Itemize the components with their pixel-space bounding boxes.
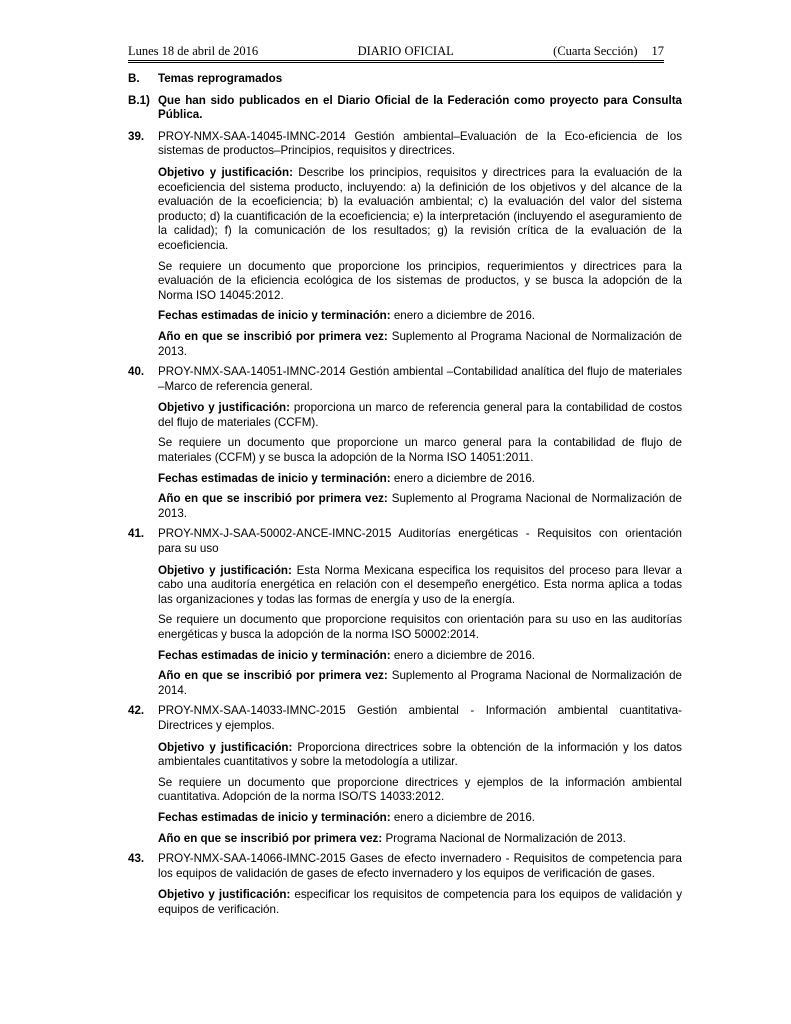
item-objective xyxy=(158,741,682,770)
subsection-heading xyxy=(128,94,682,123)
page-header xyxy=(128,44,664,59)
item-heading xyxy=(128,130,682,159)
item-requirement: Se requiere un documento que proporcione directrices y ejemplos de la información ambiental cuantitativa. Adopción de la norma ISO/TS 14033:2012. xyxy=(158,775,682,804)
header-rule-bottom xyxy=(128,62,664,63)
item-dates xyxy=(158,472,682,487)
item-heading xyxy=(128,527,682,556)
objective-text: Describe los principios, requisitos y directrices para la evaluación de la ecoeficiencia del sistema producto, incluyendo: a) la definición de los objetivos y del alcance de la evaluación de la ecoeficiencia; b) la evaluación ambiental; c) la evaluación del valor del sistema producto; d) la cuantificación de la ecoeficiencia; e) la interpretación (incluyendo el aseguramiento de la calidad); f) la comunicación de los resultados; g) la revisión crítica de la evaluación de la ecoeficiencia. xyxy=(158,165,682,252)
item-title: PROY-NMX-SAA-14045-IMNC-2014 Gestión ambiental–Evaluación de la Eco-eficiencia de los sistemas de productos–Principios, requisitos y directrices. xyxy=(158,129,682,158)
year-text: Suplemento al Programa Nacional de Normalización de 2013. xyxy=(158,492,682,520)
item-dates xyxy=(158,309,682,324)
subsection-title: Que han sido publicados en el Diario Oficial de la Federación como proyecto para Consulta Pública. xyxy=(158,93,682,122)
year-label: Año en que se inscribió por primera vez: xyxy=(158,329,388,343)
objective-label: Objetivo y justificación: xyxy=(158,563,292,577)
list-item xyxy=(128,130,682,359)
item-dates xyxy=(158,811,682,826)
item-title: PROY-NMX-SAA-14051-IMNC-2014 Gestión ambiental –Contabilidad analítica del flujo de materiales –Marco de referencia general. xyxy=(158,365,682,393)
item-heading xyxy=(128,852,682,881)
list-item xyxy=(128,704,682,846)
item-number: 39. xyxy=(128,129,145,143)
header-title: DIARIO OFICIAL xyxy=(357,44,454,58)
header-rule-top xyxy=(128,60,664,61)
section-title: Temas reprogramados xyxy=(158,72,283,85)
item-objective xyxy=(158,401,682,430)
item-year xyxy=(158,832,682,847)
item-title: PROY-NMX-SAA-14066-IMNC-2015 Gases de efecto invernadero - Requisitos de competencia para los equipos de validación de gases de efecto invernadero y los equipos de verificación de gases. xyxy=(158,852,682,880)
year-label: Año en que se inscribió por primera vez: xyxy=(158,831,383,845)
objective-label: Objetivo y justificación: xyxy=(158,888,291,902)
item-year xyxy=(158,330,682,359)
item-requirement: Se requiere un documento que proporcione requisitos con orientación para su uso en las auditorías energéticas y busca la adopción de la norma ISO 50002:2014. xyxy=(158,613,682,641)
item-title: PROY-NMX-J-SAA-50002-ANCE-IMNC-2015 Auditorías energéticas - Requisitos con orientación para su uso xyxy=(158,527,682,556)
item-requirement: Se requiere un documento que proporcione los principios, requerimientos y directrices para la evaluación de la eficiencia ecológica de los sistemas de productos, y se busca la adopción de la Norma ISO 14045:2012. xyxy=(158,259,682,302)
dates-text: enero a diciembre de 2016. xyxy=(393,309,535,323)
item-year xyxy=(158,492,682,521)
dates-label: Fechas estimadas de inicio y terminación: xyxy=(158,810,391,824)
item-year xyxy=(158,669,682,698)
objective-text: Esta Norma Mexicana especifica los requisitos del proceso para llevar a cabo una auditoría energética en relación con el desempeño energético. Esta norma aplica a todas las organizaciones y todas las formas de energía y uso de la energía. xyxy=(158,563,682,606)
item-number: 41. xyxy=(128,527,145,541)
subsection-number: B.1) xyxy=(128,93,150,107)
item-requirement: Se requiere un documento que proporcione un marco general para la contabilidad de flujo de materiales (CCFM) y se busca la adopción de la Norma ISO 14051:2011. xyxy=(158,436,682,465)
header-page-number: 17 xyxy=(651,44,664,58)
header-date: Lunes 18 de abril de 2016 xyxy=(128,44,259,58)
item-number: 42. xyxy=(128,704,145,718)
section-number: B. xyxy=(128,72,140,85)
header-right xyxy=(553,44,664,59)
section-heading xyxy=(128,72,682,87)
dates-text: enero a diciembre de 2016. xyxy=(393,648,535,662)
list-item xyxy=(128,852,682,917)
item-dates xyxy=(158,649,682,664)
dates-text: enero a diciembre de 2016. xyxy=(393,810,535,824)
year-text: Suplemento al Programa Nacional de Normalización de 2013. xyxy=(158,329,682,358)
item-objective xyxy=(158,888,682,917)
dates-text: enero a diciembre de 2016. xyxy=(393,471,535,485)
year-label: Año en que se inscribió por primera vez: xyxy=(158,669,388,683)
item-heading xyxy=(128,704,682,733)
objective-text: especificar los requisitos de competencia para los equipos de validación y equipos de verificación. xyxy=(158,888,682,916)
item-title: PROY-NMX-SAA-14033-IMNC-2015 Gestión ambiental - Información ambiental cuantitativa-Directrices y ejemplos. xyxy=(158,704,682,732)
objective-label: Objetivo y justificación: xyxy=(158,740,293,754)
dates-label: Fechas estimadas de inicio y terminación: xyxy=(158,309,391,323)
document-body xyxy=(128,72,682,924)
dates-label: Fechas estimadas de inicio y terminación: xyxy=(158,471,391,485)
item-number: 40. xyxy=(128,365,145,379)
item-heading xyxy=(128,365,682,394)
year-text: Suplemento al Programa Nacional de Normalización de 2014. xyxy=(158,669,682,697)
dates-label: Fechas estimadas de inicio y terminación: xyxy=(158,648,391,662)
list-item xyxy=(128,527,682,698)
year-label: Año en que se inscribió por primera vez: xyxy=(158,492,388,506)
objective-text: Proporciona directrices sobre la obtención de la información y los datos ambientales cuantitativos y sobre la metodología a utilizar. xyxy=(158,740,682,769)
objective-text: proporciona un marco de referencia general para la contabilidad de costos del flujo de materiales (CCFM). xyxy=(158,401,682,429)
objective-label: Objetivo y justificación: xyxy=(158,165,293,179)
header-section: (Cuarta Sección) xyxy=(553,44,638,58)
item-objective xyxy=(158,166,682,254)
item-objective xyxy=(158,564,682,608)
year-text: Programa Nacional de Normalización de 2013. xyxy=(385,831,626,845)
list-item xyxy=(128,365,682,521)
item-number: 43. xyxy=(128,852,145,866)
objective-label: Objetivo y justificación: xyxy=(158,401,290,415)
